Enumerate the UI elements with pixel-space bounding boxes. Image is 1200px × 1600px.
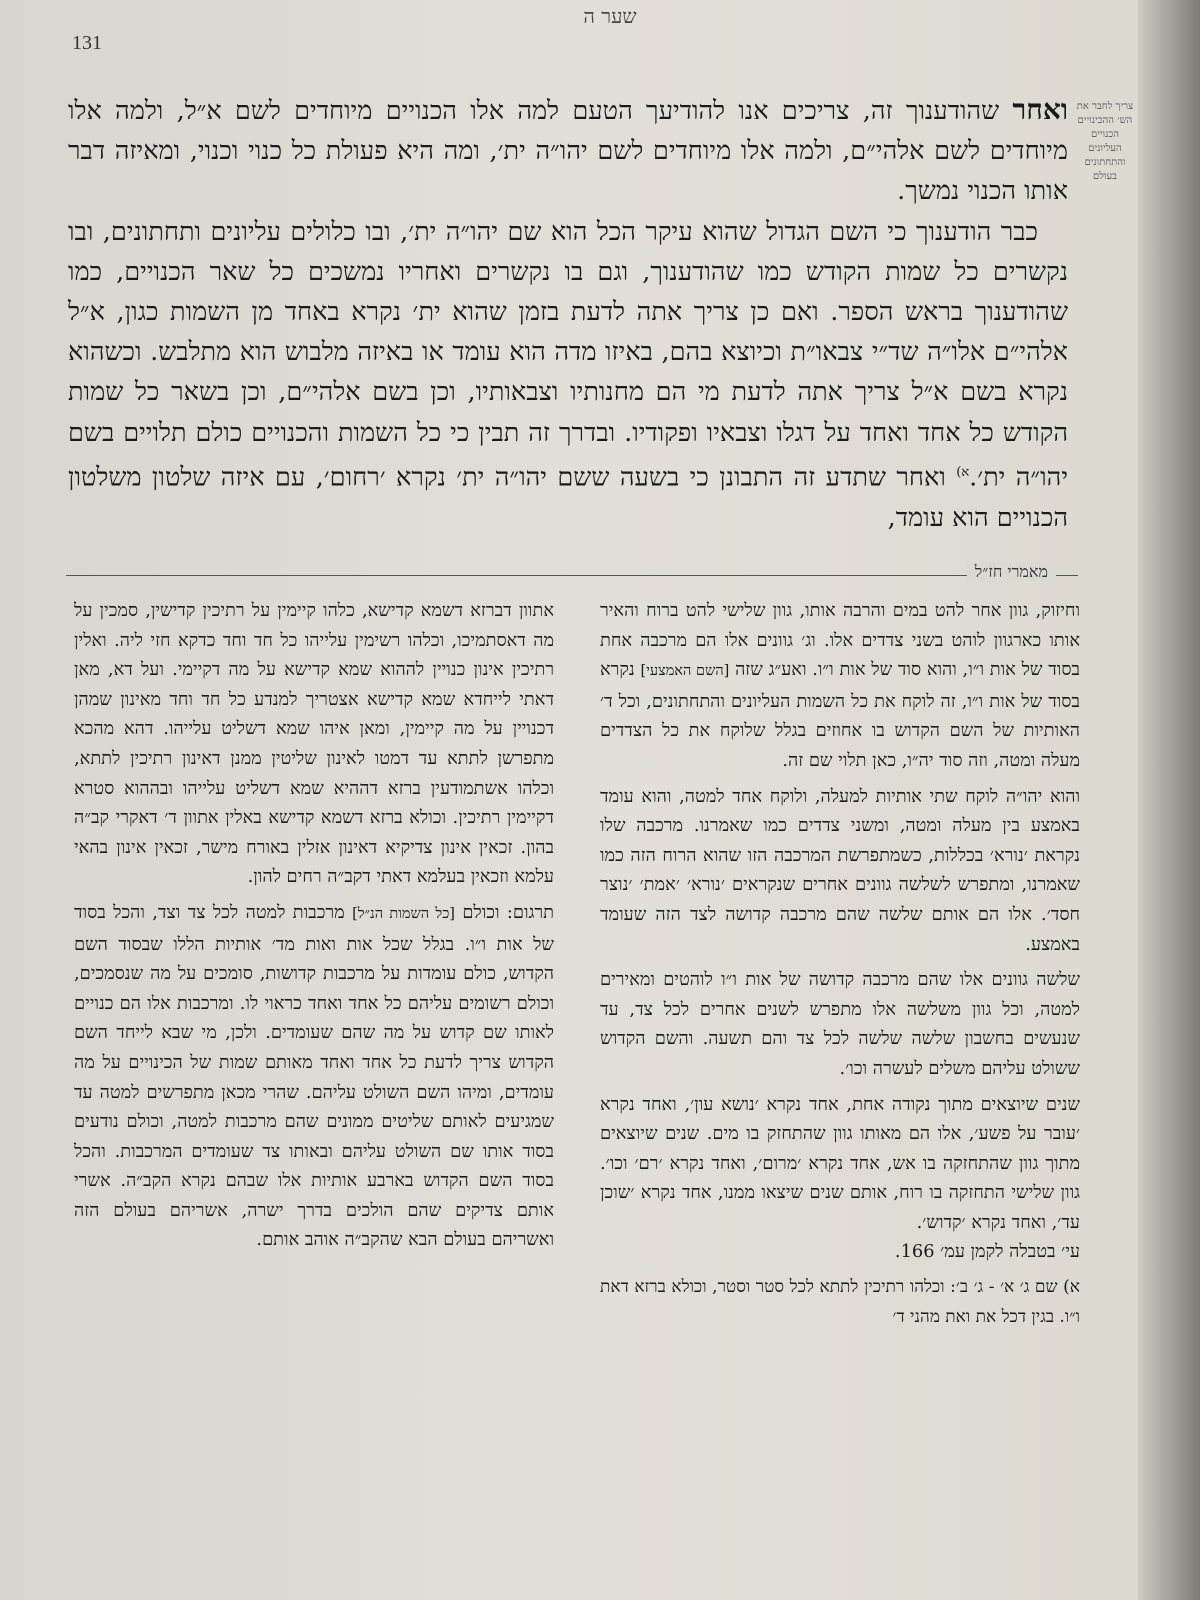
right-p1-text: וחיזוק, גוון אחר להט במים והרבה אותו, גוון שלישי להט ברוח והאיר אותו כארגוון לוהט בשני צדדים אלו. וג׳ גוונים אלו הם מרכבה אחת בסוד של אות ו״ו, והוא סוד של אות ו״ו. ואע״ג שזה <box>600 600 1081 681</box>
main-paragraph-2 <box>68 212 1068 538</box>
translation-text: מרכבות למטה לכל צד וצד, והכל בסוד של אות ו״ו. בגלל שכל אות ואות מד׳ אותיות הללו שבסוד השם הקדוש, כולם עומדות על מרכבות קדושות, סומכים על מה שנסמכים, וכולם רשומים עליהם כל אחד ואחד כראוי לו. ומרכבות אלו הם כנויים לאותו שם קדוש על מה שהם שעומדים. ולכן, מי שבא לייחד השם הקדוש צריך לדעת כל אחד ואחד מאותם שמות של הכינויים על מה עומדים, ומיהו השם השולט עליהם. שהרי מכאן מתפרשים למטה עד שמגיעים לאותם שליטים ממונים שהם מרכבות למטה, וכולם נודעים בסוד אותו שם השולט עליהם ובאותו צד שעומדים המרכבות. והכל בסוד השם הקדוש בארבע אותיות אלו שבהם נקרא הקב״ה. אשרי אותם צדיקים שהם הולכים בדרך ישרה, אשריהם בעולם הזה ואשריהם בעולם הבא שהקב״ה אוהב אותם. <box>74 901 554 1251</box>
right-paragraph-3: שלשה גוונים אלו שהם מרכבה קדושה של אות ו״ו לוהטים ומאירים למטה, וכל גוון משלשה אלו מתפרש לשנים אחרים לכל צד, עד שנעשים בחשבון שלשה שלשה לכל צד והם תשעה. והשם הקדוש ששולט עליהם משלים לעשרה וכו׳. <box>600 969 1080 1079</box>
divider-rule <box>66 575 1078 576</box>
main-paragraph-2-text: כבר הודענוך כי השם הגדול שהוא עיקר הכל הוא שם יהו״ה ית׳, ובו כלולים עליונים ותחתונים, ובו נקשרים כל שמות הקודש כמו שהודענוך, וגם בו נקשרים ואחריו נמשכים כל שאר הכנויים, כמו שהודענוך בראש הספר. ואם כן צריך אתה לדעת בזמן שהוא ית׳ נקרא באחד מן השמות כגון, א״ל אלהי״ם אלו״ה שד״י צבאו״ת וכיוצא בהם, באיזו מדה הוא עומד או באיזה מלבוש הוא מתלבש. וכשהוא נקרא בשם א״ל צריך אתה לדעת מי הם מחנותיו וצבאותיו, וכן בשם אלהי״ם, וכן בשאר כל שמות הקודש כל אחד ואחד על דגלו וצבאיו ופקודיו. ובדרך זה תבין כי כל השמות והכנויים כולם תלויים בשם יהו״ה ית׳. <box>68 216 1069 493</box>
running-head: שער ה <box>583 4 637 28</box>
main-text <box>68 90 1068 538</box>
footnote-marker: א) <box>956 464 970 480</box>
section-divider <box>66 562 1078 586</box>
section-label: מאמרי חז״ל <box>967 562 1056 582</box>
right-paragraph-1 <box>600 596 1080 776</box>
right-paragraph-2: והוא יהו״ה לוקח שתי אותיות למעלה, ולוקח אחד למטה, והוא עומד באמצע בין מעלה ומטה, ומשני צדדים כמו שאמרנו. מרכבה שלו נקראת ׳נורא׳ בכללות, כשמתפרשת המרכבה הזו שהוא הרוח הזה כמו שאמרנו, ומתפרש לשלשה גוונים אחרים שנקראים ׳נורא׳ ׳אמת׳ ׳נוצר חסד׳. אלו הם אותם שלשה שהם מרכבה קדושה לצד הזה שעומד באמצע. <box>600 785 1080 955</box>
table-reference: עי׳ בטבלה לקמן עמ׳ 166. <box>894 1241 1080 1263</box>
left-column <box>74 596 554 1255</box>
book-spine-edge <box>1138 0 1200 1600</box>
main-paragraph-1-text: שהודענוך זה, צריכים אנו להודיעך הטעם למה אלו הכנויים מיוחדים לשם א״ל, ולמה אלו מיוחדים לשם אלהי״ם, ולמה אלו מיוחדים לשם יהו״ה ית׳, ומה היא פעולת כל כנוי וכנוי, ומאיזה דבר אותו הכנוי נמשך. <box>68 96 1068 207</box>
bracket-note: [השם האמצעי] <box>640 663 730 680</box>
footnote: א) שם ג׳ א׳ - ג׳ ב׳: וכלהו רתיכין לתתא לכל סטר וסטר, וכולא ברזא דאת ו״ו. בגין דכל את ואת מהני ד׳ <box>600 1277 1080 1327</box>
main-paragraph-1 <box>68 90 1068 212</box>
right-p1-cont: נקרא בסוד של אות ו״ו, זה לוקח את כל השמות העליונים והתחתונים, וכל ד׳ האותיות של השם הקדוש בו אחוזים בגלל שלוקח את כל הצדדים מעלה ומטה, וזה סוד יה״ו, כאן תלוי שם זה. <box>600 659 1080 771</box>
right-column <box>600 596 1080 1332</box>
page-number: 131 <box>72 32 102 54</box>
lead-word: ואחר <box>1012 93 1068 126</box>
translation-label: תרגום: <box>506 901 554 923</box>
aramaic-paragraph: אתוון דברזא דשמא קדישא, כלהו קיימין על רתיכין קדישין, סמכין על מה דאסתמיכו, וכלהו רשימין עלייהו כל חד וחד כדקא חזי ליה. ואלין רתיכין אינון כנויין לההוא שמא קדישא על מה דקיימי. ועל דא, מאן דאתי לייחדא שמא קדישא אצטריך למנדע כל חד וחד מאינון שמהן דכנויין על מה קיימין, ומאן איהו שמא דשליט עלייהו. דהא מהכא מתפרשן לתתא עד דמטו לאינון שליטין ממנן דאינון רתיכין לתתא, וכלהו אשתמודעין ברזא דההיא שמא דשליט עלייהו ובההוא סטרא דקיימין רתיכין. וכולא ברזא דשמא קדישא באלין אתוון ד׳ דאקרי קב״ה בהון. זכאין אינון צדיקיא דאינון אזלין באורח מישר, זכאין אינון בהאי עלמא וזכאין בעלמא דאתי דקב״ה רחים להון. <box>74 600 554 888</box>
side-note: צריך לחבר את הש׳ ההכינויים הכנויים העליונים והתחתונים בעולם <box>1076 101 1134 182</box>
main-paragraph-2-end: ואחר שתדע זה התבונן כי בשעה ששם יהו״ה ית׳ נקרא ׳רחום׳, עם איזה שלטון משלטון הכנויים הוא עומד, <box>68 462 1068 533</box>
translation-bracket: [כל השמות הנ״ל] <box>352 905 455 922</box>
translation-start: וכולם <box>462 901 500 923</box>
translation-paragraph <box>74 898 554 1255</box>
right-paragraph-4: שנים שיוצאים מתוך נקודה אחת, אחד נקרא ׳נושא עון׳, ואחד נקרא ׳עובר על פשע׳, אלו הם מאותו גוון שהתחזק בו מים. שנים שיוצאים מתוך גוון שהתחזקה בו אש, אחד נקרא ׳מרום׳, ואחד נקרא ׳רם׳ וכו׳. גוון שלישי התחזקה בו רוח, אותם שנים שיצאו ממנו, אחד נקרא ׳שוכן עד׳, ואחד נקרא ׳קדוש׳. <box>600 1093 1080 1233</box>
